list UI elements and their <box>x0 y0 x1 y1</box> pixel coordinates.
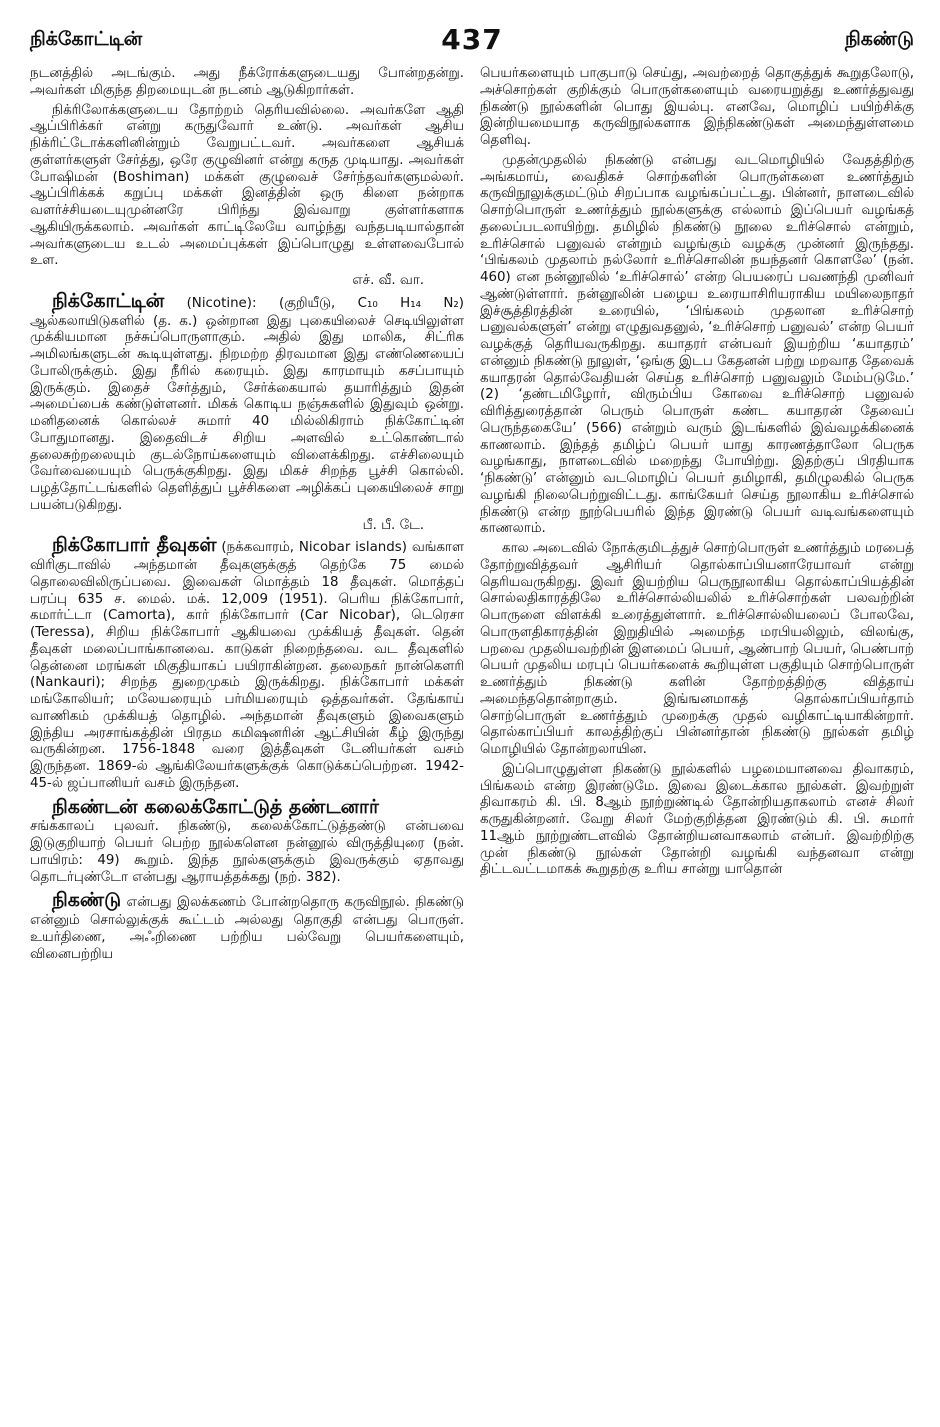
entry-nikandan <box>30 796 464 887</box>
paragraph: முதன்முதலில் நிகண்டு என்பது வடமொழியில் வேதத்திற்கு அங்கமாய், வைதிகச் சொற்களின் பொருள்களை உணர்த்தும் கருவிநூலுக்குமட்டும் சிறப்பாக வழங்கப்பட்டது. பின்னர், நாளடைவில் சொற்பொருள் உணர்த்தும் நூல்களுக்கு எல்லாம் இப்பெயர் வழங்கத் தலைப்படலாயிற்று. தமிழில் நிகண்டு நூலை உரிச்சொல் என்றும், உரிச்சொல் பனுவல் என்றும் வழங்கும் வழக்கு முன்னர் இருந்தது. ‘பிங்கலம் முதலாம் நல்லோர் உரிச்சொலின் நயந்தனர் கொளலே’ (நன். 460) என நன்னூலில் ‘உரிச்சொல்’ என்ற பெயரைப் பவணந்தி முனிவர் ஆண்டுள்ளார். நன்னூலின் பழைய உரையாசிரியராகிய மயிலைநாதர் இச்சூத்திரத்தின் உரையில், ‘பிங்கலம் முதலான உரிச்சொற் பனுவல்களுள்’ என்று எழுதுவதனுல், ‘உரிச்சொற் பனுவல்’ என்ற பெயர் வழக்குத் தெரியவருகிறது. கயாதரர் என்பவர் இயற்றிய ‘கயாதரம்’ என்னும் நிகண்டு நூலுள், ‘ஒங்கு இடப கேதனன் பற்று மறவாத தேவைக் கயாதரன் தொல்வேதியன் செய்த உரிச்சொற் பனுவலும் மேம்படுமே.’ (2) ‘தண்டமிழோர், விரும்பிய கோவை உரிச்சொற் பனுவல் விரித்துரைத்தான் பெரும் பொருள் கண்ட கயாதரன் தேவைப் பெருந்தகையே’ (566) என்றும் வரும் இடங்களில் இவ்வழக்கினைக் காணலாம். இந்தத் தமிழ்ப் பெயர் யாது காரணத்தாலோ பெருக வழங்காது, நாளடைவில் மறைந்து போயிற்று. இதற்குப் பிரதியாக ‘நிகண்டு’ என்னும் வடமொழிப் பெயர் தமிழாகி, தமிழுலகில் பெருக வழங்கி நிலைபெற்றுவிட்டது. காங்கேயர் செய்த நூலாகிய உரிச்சொல் நிகண்டு என்ற நூற்பெயரில் இந்த இரண்டு பெயர் வடிவங்களையும் காணலாம். <box>480 152 914 537</box>
paragraph: நடனத்தில் அடங்கும். அது நீக்ரோக்களுடையது போன்றதன்று. அவர்கள் மிகுந்த திறமையுடன் நடனம் ஆடுகிறார்கள். <box>30 66 464 98</box>
entry-text: சங்ககாலப் புலவர். நிகண்டு, கலைக்கோட்டுத்தண்டு என்பவை இடுகுறியாற் பெயர் பெற்ற நூல்களென நன்னூல் விருத்தியுரை (நன். பாயிரம்: 49) கூறும். இந்த நூல்களுக்கும் இவருக்கும் ஏதாவது தொடர்புண்டோ என்பது ஆராயத்தக்கது (நற். 382). <box>30 819 464 885</box>
header-left-keyword: நிக்கோட்டின் <box>30 28 143 50</box>
entry-heading: நிக்கோபார் தீவுகள் <box>52 534 217 557</box>
paragraph: கால அடைவில் நோக்குமிடத்துச் சொற்பொருள் உணர்த்தும் மரபைத் தோற்றுவித்தவர் ஆசிரியர் தொல்காப்பியனாரேயாவர் என்று தெரியவருகிறது. இவர் இயற்றிய பெருநூலாகிய தொல்காப்பியத்தின் சொல்லதிகாரத்திலே உரிச்சொல்லியலில் உரிச்சொற்கள் பலவற்றின் பொருளை விளக்கி உரைத்துள்ளார். உரிச்சொல்லியலைப் போலவே, பொருளதிகாரத்தின் இறுதியில் அமைந்த மரபியலிலும், விலங்கு, பறவை முதலியவற்றின் இளமைப் பெயர், ஆண்பாற் பெயர், பெண்பாற் பெயர் முதலிய மரபுப் பெயர்களைக் கூறியுள்ள பகுதியும் சொற்பொருள் உணர்த்தும் நிகண்டு களின் தோற்றத்திற்கு வித்தாய் அமைந்ததொன்றாகும். இங்ஙனமாகத் தொல்காப்பியர்தாம் சொற்பொருள் உணர்த்தும் முறைக்கு முதல் வழிகாட்டியாகின்றார். தொல்காப்பியர் காலத்திற்குப் பின்னர்தான் நிகண்டு நூல்கள் தமிழ் மொழியில் தோன்றலாயின. <box>480 541 914 757</box>
paragraph: பெயர்களையும் பாகுபாடு செய்து, அவற்றைத் தொகுத்துக் கூறுதலோடு, அச்சொற்கள் குறிக்கும் பொருள்களையும் வரையறுத்து உணர்த்துவது நிகண்டு நூல்களின் பொது இயல்பு. எனவே, மொழிப் பயிற்சிக்கு இன்றியமையாத கருவிநூல்களாக இந்நிகண்டுகள் அமைந்துள்ளமை தெளிவு. <box>480 66 914 148</box>
two-column-body <box>30 66 914 1407</box>
right-column <box>480 66 914 1407</box>
left-column <box>30 66 464 1407</box>
entry-nicotine <box>30 290 464 515</box>
entry-text: (நக்கவாரம், Nicobar islands) வங்காள விரிகுடாவில் அந்தமான் தீவுகளுக்குத் தெற்கே 75 மைல் தொலைவிலிருப்பவை. இவைகள் மொத்தம் 18 தீவுகள். மொத்தப் பரப்பு 635 ச. மைல். மக். 12,009 (1951). பெரிய நிக்கோபார், கமார்ட்டா (Camorta), கார் நிக்கோபார் (Car Nicobar), டெரெசா (Teressa), சிறிய நிக்கோபார் ஆகியவை முக்கியத் தீவுகள். தென் தீவுகள் மலைப்பாங்கானவை. காடுகள் நிறைந்தவை. வட தீவுகளில் தென்னை மரங்கள் மிகுதியாகப் பயிராகின்றன. தலைநகர் நான்கௌரி (Nankauri); சிறந்த துறைமுகம் இருக்கிறது. நிக்கோபார் மக்கள் மங்கோலியர்; மலேயரையும் பர்மியரையும் ஒத்தவர்கள். தேங்காய் வாணிகம் முக்கியத் தொழில். அந்தமான் தீவுகளும் இவைகளும் இந்திய அரசாங்கத்தின் பிரதம கமிஷனரின் ஆட்சியின் கீழ் இருந்து வருகின்றன. 1756-1848 வரை இத்தீவுகள் டேனியர்கள் வசம் இருந்தன. 1869-ல் ஆங்கிலேயர்களுக்குக் கொடுக்கப்பெற்றன. 1942-45-ல் ஜப்பானியர் வசம் இருந்தன. <box>30 540 464 791</box>
author-signature: பீ. பீ. டே. <box>362 517 424 533</box>
author-signature: எச். வீ. வா. <box>352 273 424 288</box>
paragraph: இப்பொழுதுள்ள நிகண்டு நூல்களில் பழமையானவை திவாகரம், பிங்கலம் என்ற இரண்டுமே. இவை இடைக்கால நூல்கள். இவற்றுள் திவாகரம் கி. பி. 8ஆம் நூற்றுண்டில் தோன்றியதாகலாம் எனச் சிலர் கருதுகின்றனர். வேறு சிலர் மேற்குறித்தன இரண்டும் கி. பி. சுமார் 11ஆம் நூற்றுண்டளவில் தோன்றியனவாகலாம் என்பர். இவற்றிற்கு முன் நிகண்டு நூல்கள் தோன்றி வழங்கி வந்தனவா என்று திட்டவட்டமாகக் கூறுதற்கு உரிய சான்று யாதொன் <box>480 761 914 878</box>
page-number: 437 <box>441 23 503 56</box>
entry-text: என்பது இலக்கணம் போன்றதொரு கருவிநூல். நிகண்டு என்னும் சொல்லுக்குக் கூட்டம் அல்லது தொகுதி என்பது பொருள். உயர்திணை, அஃறிணை பற்றிய பல்வேறு பெயர்களையும், வினைபற்றிய <box>30 895 464 962</box>
entry-heading: நிகண்டன் கலைக்கோட்டுத் தண்டனார் <box>52 795 379 818</box>
entry-heading: நிகண்டு <box>52 889 122 912</box>
paragraph: நிக்ரிலோக்களுடைய தோற்றம் தெரியவில்லை. அவர்களே ஆதி ஆப்பிரிக்கர் என்று கருதுவோர் உண்டு. அவர்கள் ஆசிய நிக்ரிட்டோக்களினின்றும் வேறுபட்டவர். அவர்களை ஆசியக் குள்ளர்களுள் சேர்த்து, ஒரே குழுவினர் என்று கருத முடியாது. அவர்கள் போஷிமன் (Boshiman) மக்கள் குழுவைச் சேர்ந்தவர்களுமல்லர். ஆப்பிரிக்கக் கறுப்பு மக்கள் இனத்தின் ஒரு கிளை நன்றாக வளர்ச்சியடையுமுன்னரே பிரிந்து இவ்வாறு குள்ளர்களாக ஆகியிருக்கலாம். அவர்கள் காட்டிலேயே வாழ்ந்து வந்தபடியால்தான் அவர்களுடைய உடல் அமைப்புக்கள் இப்பொழுது உள்ளவைபோல் உள. <box>30 102 464 269</box>
page-header <box>30 22 914 56</box>
entry-heading: நிக்கோட்டின் <box>52 289 165 312</box>
entry-nicobar-islands <box>30 534 464 792</box>
entry-text: (Nicotine): (குறியீடு, C₁₀ H₁₄ N₂) ஆல்கலாயிடுகளில் (த. க.) ஒன்றான இது புகையிலைச் செடியிலுள்ள முக்கியமான நச்சுப்பொருளாகும். அதில் இது மாலிக, சிட்ரிக அமிலங்களுடன் கூடியுள்ளது. நிறமற்ற திரவமான இது எண்ணெயைப் போலிருக்கும். இது நீரில் கரையும். இது காரமாயும் கசப்பாயும் இருக்கும். இதைச் சேர்த்தும், சேர்க்கையால் தயாரித்தும் இதன் அமைப்பைக் கண்டுள்ளனர். மிகக் கொடிய நஞ்சுகளில் இதுவும் ஒன்று. மனிதனைக் கொல்லச் சுமார் 40 மில்லிகிராம் நிக்கோட்டின் போதுமானது. இதைவிடச் சிறிய அளவில் உட்கொண்டால் தலைசுற்றலையும் குடல்நோய்களையும் விளைக்கிறது. எச்சிலையும் வேர்வையையும் பெருக்குகிறது. இது மிகச் சிறந்த பூச்சி கொல்லி. பழத்தோட்டங்களில் தெளித்துப் பூச்சிகளை அழிக்கப் புகையிலைச் சாறு பயன்படுகிறது. <box>30 295 464 513</box>
header-right-keyword: நிகண்டு <box>844 28 914 50</box>
entry-nikandu <box>30 889 464 963</box>
